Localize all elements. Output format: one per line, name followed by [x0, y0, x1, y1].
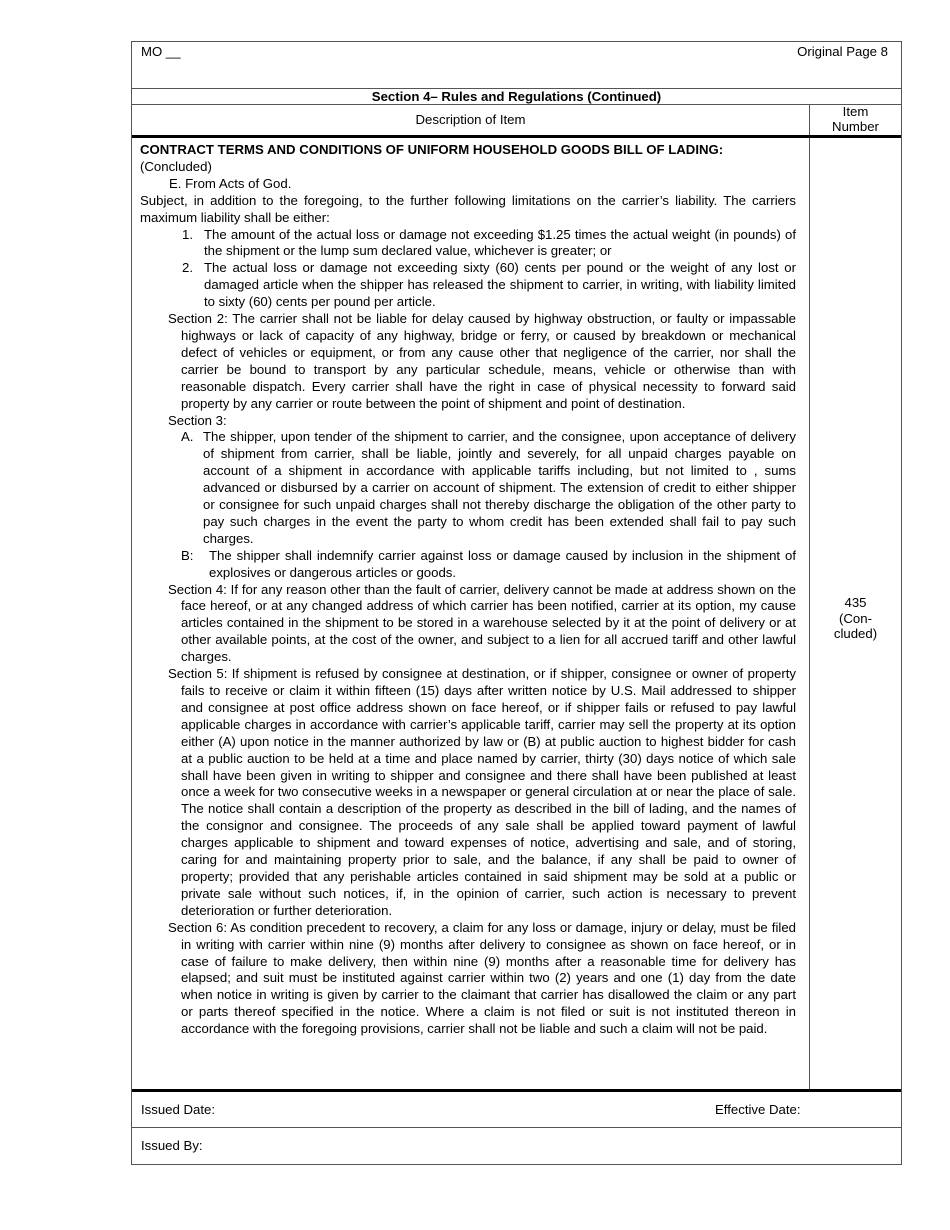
list-text: The shipper shall indemnify carrier against loss or damage caused by inclusion in the shipment of explosives or dangerous articles or goods.	[209, 547, 796, 580]
list-number: 2.	[182, 260, 193, 276]
section-3-item-a	[140, 429, 796, 547]
contract-heading: CONTRACT TERMS AND CONDITIONS OF UNIFORM HOUSEHOLD GOODS BILL OF LADING:	[140, 142, 724, 157]
section-4: Section 4: If for any reason other than the fault of carrier, delivery cannot be made at address shown on the face hereof, or at any changed address of which carrier has been notified, carrier at its option, my cause articles contained in the shipment to be stored in a warehouse selected by it at the point of delivery or at other available points, at the cost of the owner, and subject to a lien for all accrued tariff and other lawful charges.	[168, 581, 796, 665]
section-2: Section 2: The carrier shall not be liable for delay caused by highway obstruction, or faulty or impassable highways or lack of capacity of any highway, bridge or ferry, or caused by breakdown or mechanical defect of vehicles or equipment, or from any cause other that negligence of the carrier, nor shall the carrier be bound to transport by any particular schedule, means, vehicle or otherwise than with reasonable dispatch. Every carrier shall have the right in case of physical necessity to forward said property by any carrier or route between the point of shipment and point of destination.	[168, 311, 796, 411]
section-5: Section 5: If shipment is refused by consignee at destination, or if shipper, consignee or owner of property fails to receive or claim it within fifteen (15) days after written notice by U.S. Mail addressed to shipper and consignee at post office address shown on face hereof, or if shipper fails or refused to pay lawful applicable charges in accordance with carrier’s applicable tariff, carrier may sell the property at its option either (A) upon notice in the manner authorized by law or (B) at public auction to highest bidder for cash at a public auction to be held at a time and place named by carrier, thirty (30) days notice of which sale shall have been given in writing to shipper and consignee and there shall have been published at least once a week for two consecutive weeks in a newspaper or general circulation at or near the place of sale. The notice shall contain a description of the property as described in the bill of lading, and the names of the consignor and consignee. The proceeds of any sale shall be applied toward payment of lawful charges applicable to shipment and toward expenses of notice, advertising and sale, and of storing, caring for and maintaining property prior to sale, and the balance, if any shall be paid to owner of property; provided that any perishable articles contained in said shipment may be sold at a public or private sale without such notices, if, in the opinion of carrier, such action is necessary to prevent deterioration or further deterioration.	[168, 666, 796, 918]
list-number: 1.	[182, 226, 193, 242]
issued-by-label: Issued By:	[141, 1138, 203, 1153]
acts-of-god: E. From Acts of God.	[169, 175, 292, 191]
description-column-header: Description of Item	[132, 105, 810, 135]
footer-issuer	[132, 1128, 901, 1164]
section-title: Section 4– Rules and Regulations (Continued)	[132, 88, 901, 105]
effective-date-label: Effective Date:	[715, 1102, 801, 1117]
section-6: Section 6: As condition precedent to recovery, a claim for any loss or damage, injury or delay, must be filed in writing with carrier within nine (9) months after delivery to consignee as shown on face hereof, or in case of failure to make delivery, then within nine (9) months after a reasonable time for delivery has elapsed; and suit must be instituted against carrier within two (2) years and one (1) day from the date when notice in writing is given by carrier to the claimant that carrier has disallowed the claim or any part or parts thereof specified in the notice. Where a claim is not filed or suit is not instituted thereon in accordance with the foregoing provisions, carrier shall not be liable and such a claim will not be paid.	[168, 919, 796, 1037]
item-number	[810, 595, 901, 642]
item-number-header-line2: Number	[832, 118, 879, 134]
item-number-status-line2: cluded)	[833, 626, 878, 641]
list-text: The amount of the actual loss or damage not exceeding $1.25 times the actual weight (in pounds) of the shipment or the lump sum declared value, whichever is greater; or	[204, 226, 796, 259]
liability-item-1	[140, 227, 796, 261]
item-body	[132, 138, 901, 1092]
state-code: MO __	[141, 44, 181, 59]
tariff-page-frame	[131, 41, 902, 1165]
footer-dates	[132, 1092, 901, 1128]
list-text: The shipper, upon tender of the shipment to carrier, and the consignee, upon acceptance of delivery of shipment from carrier, shall be liable, jointly and severely, for all unpaid charges payable on account of a shipment in accordance with applicable tariffs including, but not limited to , sums advanced or disbursed by a carrier on account of shipment. The extension of credit to either shipper or consignee for such unpaid charges shall not thereby discharge the obligation of the other party to pay such charges in the event the party to whom credit has been extended shall fail to pay such charges.	[203, 429, 796, 546]
item-number-cell	[810, 138, 901, 1089]
page-header	[132, 42, 901, 88]
column-headers	[132, 105, 901, 138]
concluded-note: (Concluded)	[140, 158, 212, 174]
item-number-header-line1: Item	[842, 104, 869, 119]
page-number: Original Page 8	[797, 44, 888, 59]
item-number-value: 435	[844, 595, 867, 610]
list-number: A.	[181, 429, 194, 445]
item-number-status-line1: (Con-	[839, 610, 872, 626]
list-number: B:	[181, 547, 194, 563]
subject-paragraph: Subject, in addition to the foregoing, to the further following limitations on the carrier’s liability. The carriers maximum liability shall be either:	[140, 192, 796, 225]
section-3-label: Section 3:	[168, 412, 227, 428]
issued-date-label: Issued Date:	[141, 1102, 216, 1117]
item-number-column-header	[810, 105, 901, 135]
section-3-item-b	[140, 548, 796, 582]
description-cell	[132, 138, 810, 1089]
list-text: The actual loss or damage not exceeding sixty (60) cents per pound or the weight of any lost or damaged article when the shipper has released the shipment to carrier, in writing, with liability limited to sixty (60) cents per pound per article.	[204, 260, 796, 310]
liability-item-2	[140, 260, 796, 311]
